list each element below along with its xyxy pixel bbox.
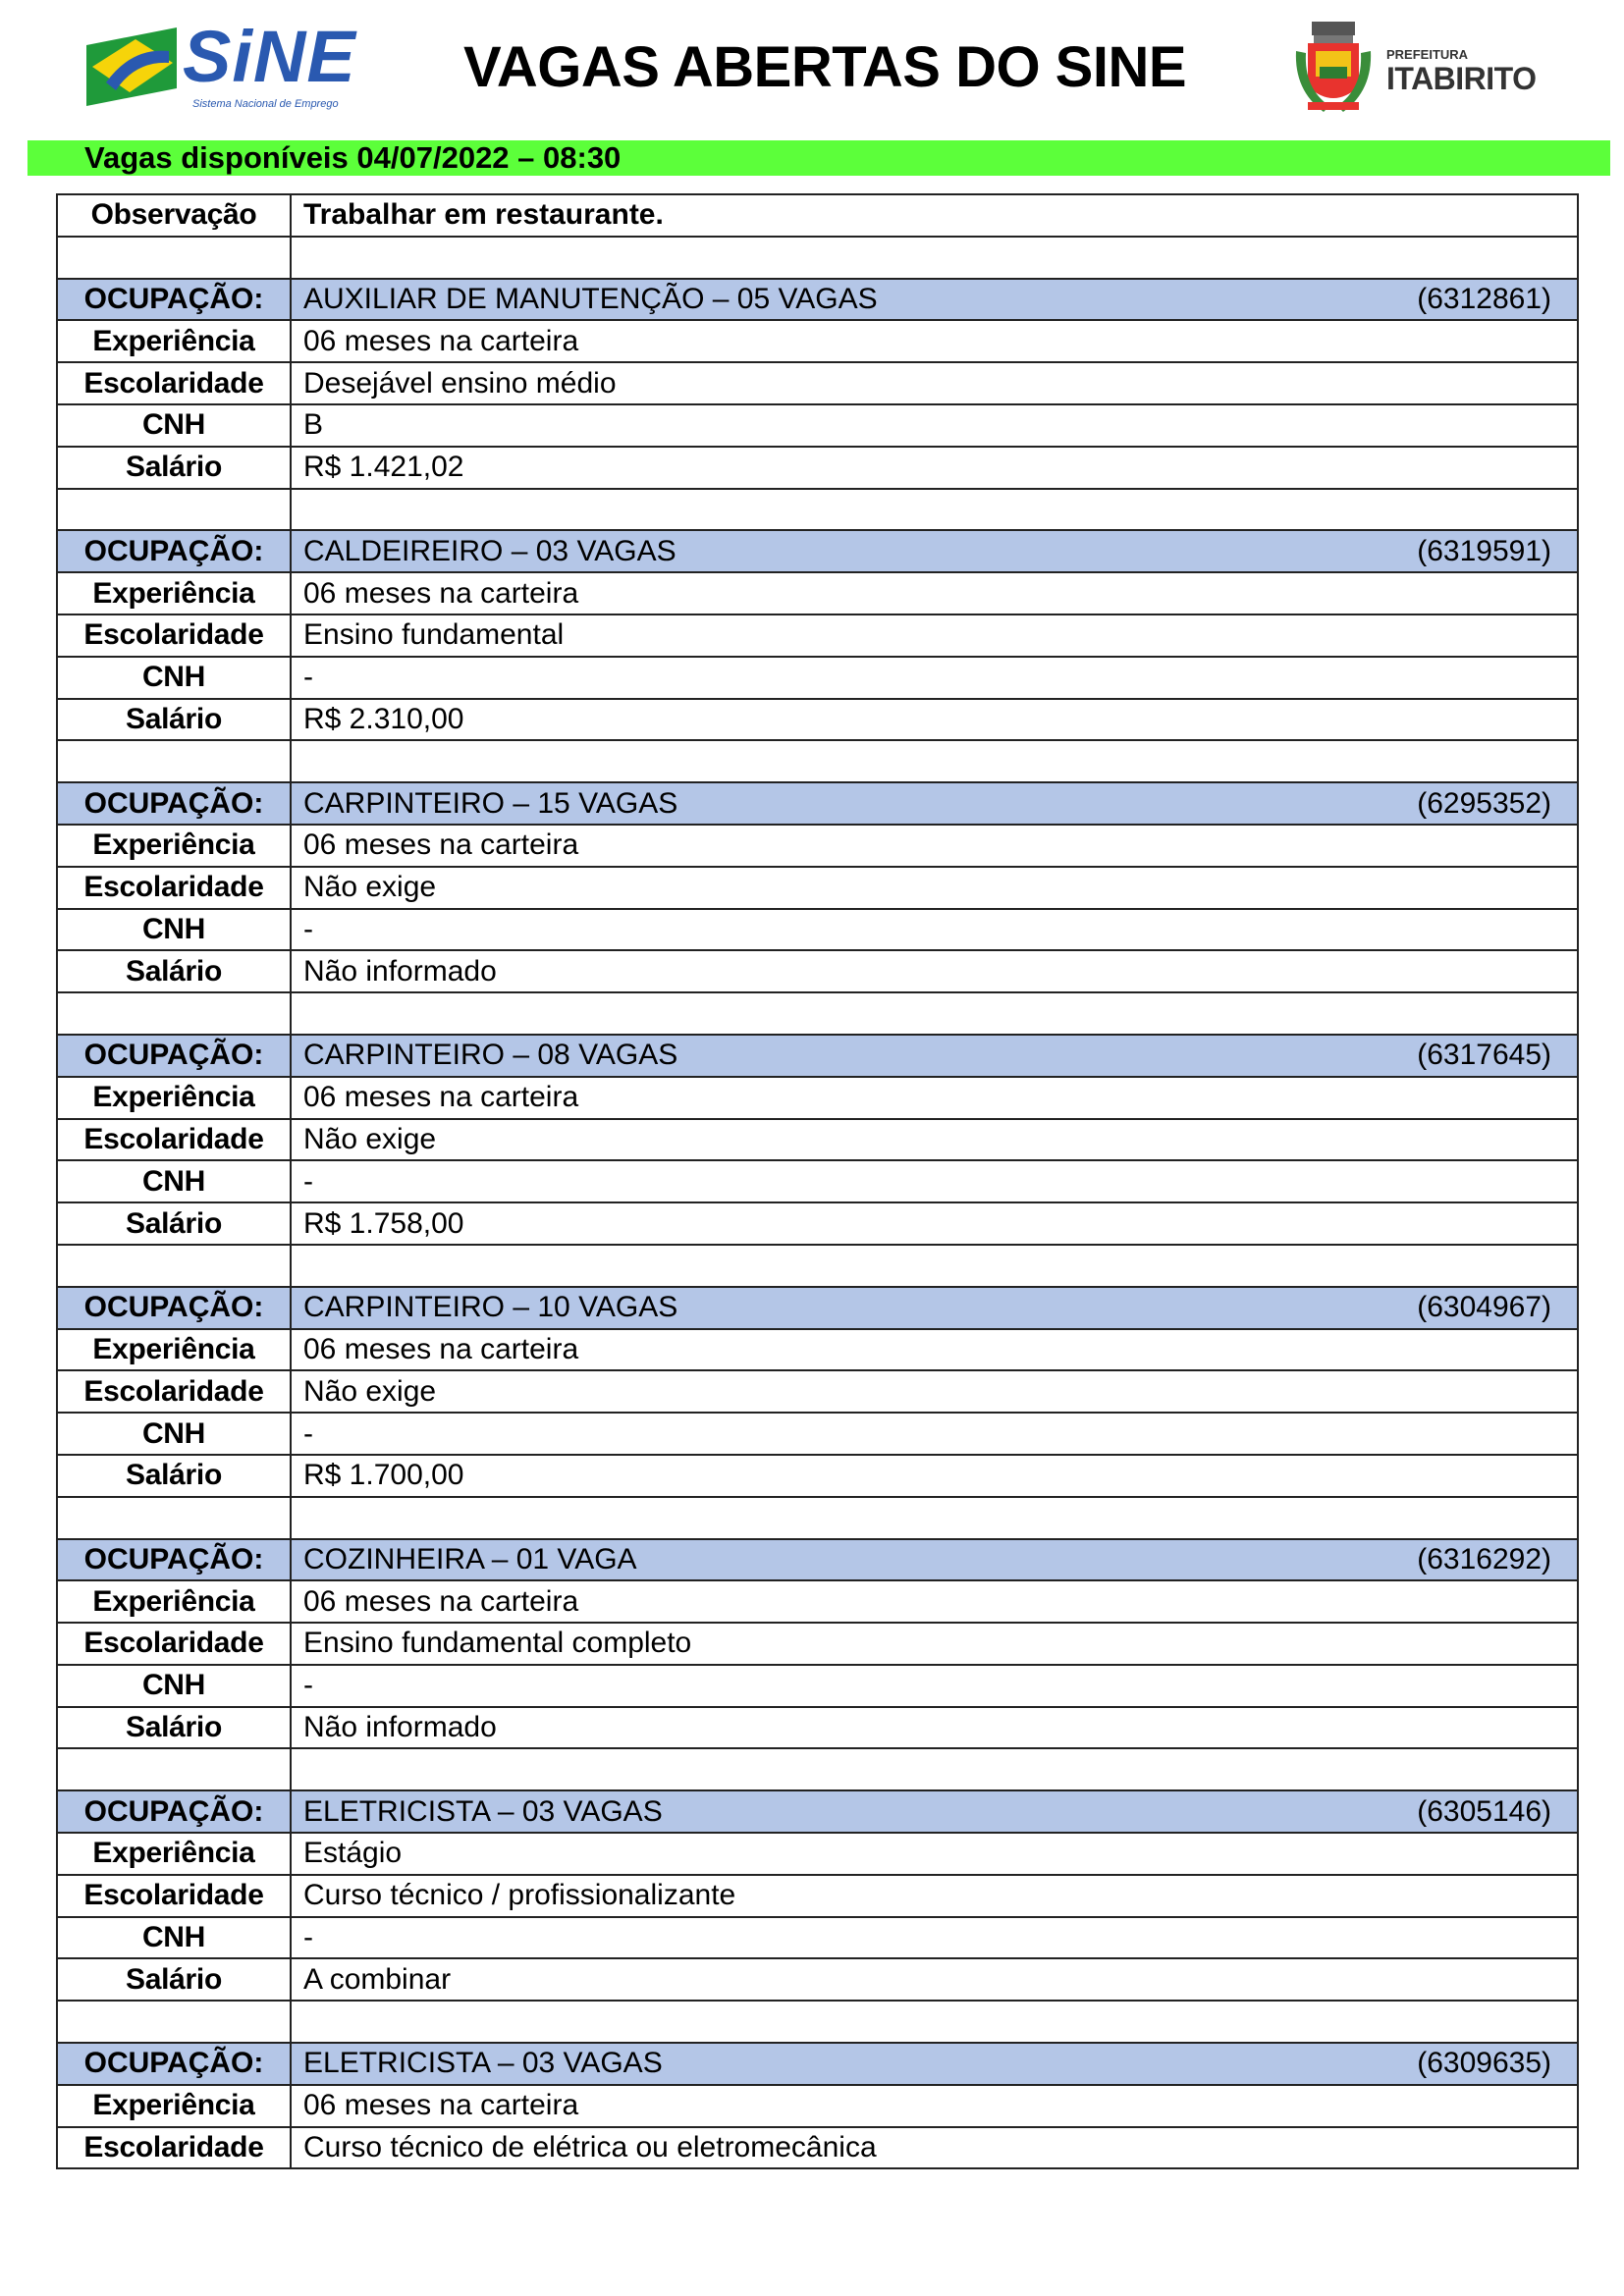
salary-row <box>57 1202 1578 1245</box>
job-header-row <box>57 1539 1578 1581</box>
salary-value: A combinar <box>291 1958 1578 2001</box>
education-label: Escolaridade <box>57 362 291 404</box>
education-value: Ensino fundamental completo <box>291 1623 1578 1665</box>
salary-label: Salário <box>57 1455 291 1497</box>
job-title: ELETRICISTA – 03 VAGAS <box>303 2047 663 2080</box>
salary-label: Salário <box>57 1707 291 1749</box>
spacer-row <box>57 740 1578 782</box>
education-row <box>57 867 1578 909</box>
experience-value: 06 meses na carteira <box>291 1077 1578 1119</box>
license-value: - <box>291 1413 1578 1455</box>
experience-value: 06 meses na carteira <box>291 825 1578 867</box>
page-title: VAGAS ABERTAS DO SINE <box>463 35 1187 99</box>
job-title: CARPINTEIRO – 15 VAGAS <box>303 786 678 820</box>
job-code: (6309635) <box>1417 2047 1551 2080</box>
salary-label: Salário <box>57 1958 291 2001</box>
occupation-label: OCUPAÇÃO: <box>57 279 291 321</box>
sine-logo <box>86 16 371 114</box>
license-value: - <box>291 1917 1578 1959</box>
license-label: CNH <box>57 657 291 699</box>
job-header-row <box>57 1790 1578 1833</box>
education-value: Curso técnico / profissionalizante <box>291 1875 1578 1917</box>
license-value: - <box>291 909 1578 951</box>
experience-label: Experiência <box>57 825 291 867</box>
job-code: (6317645) <box>1417 1039 1551 1072</box>
job-header-row <box>57 1035 1578 1077</box>
license-label: CNH <box>57 404 291 447</box>
job-header-row <box>57 782 1578 825</box>
job-title: CALDEIREIRO – 03 VAGAS <box>303 534 677 567</box>
license-row <box>57 1160 1578 1202</box>
license-value: - <box>291 1665 1578 1707</box>
job-header-row <box>57 2043 1578 2085</box>
salary-row <box>57 699 1578 741</box>
education-row <box>57 1623 1578 1665</box>
license-value: - <box>291 1160 1578 1202</box>
sine-logo-subtitle: Sistema Nacional de Emprego <box>192 98 339 110</box>
license-label: CNH <box>57 1665 291 1707</box>
salary-label: Salário <box>57 447 291 489</box>
job-code: (6319591) <box>1417 534 1551 567</box>
observation-value: Trabalhar em restaurante. <box>291 194 1578 237</box>
education-value: Não exige <box>291 867 1578 909</box>
education-label: Escolaridade <box>57 1875 291 1917</box>
sine-logo-word: SiNE <box>183 16 356 97</box>
job-title: CARPINTEIRO – 10 VAGAS <box>303 1291 678 1324</box>
license-label: CNH <box>57 1160 291 1202</box>
job-code: (6304967) <box>1417 1291 1551 1324</box>
education-row <box>57 1370 1578 1413</box>
salary-value: R$ 1.758,00 <box>291 1202 1578 1245</box>
salary-label: Salário <box>57 950 291 992</box>
education-label: Escolaridade <box>57 2127 291 2169</box>
page-header <box>0 0 1624 133</box>
experience-value: 06 meses na carteira <box>291 1329 1578 1371</box>
experience-label: Experiência <box>57 320 291 362</box>
availability-date: Vagas disponíveis 04/07/2022 – 08:30 <box>84 140 622 175</box>
education-label: Escolaridade <box>57 1119 291 1161</box>
experience-value: 06 meses na carteira <box>291 1580 1578 1623</box>
license-value: B <box>291 404 1578 447</box>
observation-row <box>57 194 1578 237</box>
education-value: Não exige <box>291 1119 1578 1161</box>
job-code: (6305146) <box>1417 1794 1551 1828</box>
license-row <box>57 1917 1578 1959</box>
spacer-row <box>57 1748 1578 1790</box>
education-value: Curso técnico de elétrica ou eletromecânica <box>291 2127 1578 2169</box>
education-label: Escolaridade <box>57 614 291 657</box>
spacer-row <box>57 489 1578 531</box>
education-label: Escolaridade <box>57 1370 291 1413</box>
observation-label: Observação <box>57 194 291 237</box>
salary-row <box>57 950 1578 992</box>
occupation-label: OCUPAÇÃO: <box>57 782 291 825</box>
salary-row <box>57 1455 1578 1497</box>
occupation-label: OCUPAÇÃO: <box>57 1287 291 1329</box>
education-label: Escolaridade <box>57 1623 291 1665</box>
education-row <box>57 614 1578 657</box>
spacer-row <box>57 237 1578 279</box>
license-row <box>57 1413 1578 1455</box>
salary-value: R$ 1.700,00 <box>291 1455 1578 1497</box>
experience-label: Experiência <box>57 1580 291 1623</box>
education-value: Ensino fundamental <box>291 614 1578 657</box>
city-crest-icon <box>1294 22 1373 116</box>
spacer-row <box>57 992 1578 1035</box>
experience-label: Experiência <box>57 1833 291 1875</box>
availability-banner <box>27 140 1610 176</box>
experience-label: Experiência <box>57 1329 291 1371</box>
occupation-label: OCUPAÇÃO: <box>57 1790 291 1833</box>
job-title: ELETRICISTA – 03 VAGAS <box>303 1794 663 1828</box>
experience-row <box>57 825 1578 867</box>
experience-value: 06 meses na carteira <box>291 572 1578 614</box>
education-value: Desejável ensino médio <box>291 362 1578 404</box>
experience-row <box>57 1329 1578 1371</box>
occupation-label: OCUPAÇÃO: <box>57 1539 291 1581</box>
experience-row <box>57 572 1578 614</box>
experience-row <box>57 320 1578 362</box>
experience-label: Experiência <box>57 572 291 614</box>
license-label: CNH <box>57 1917 291 1959</box>
occupation-label: OCUPAÇÃO: <box>57 1035 291 1077</box>
spacer-row <box>57 2001 1578 2043</box>
experience-label: Experiência <box>57 2085 291 2127</box>
experience-value: Estágio <box>291 1833 1578 1875</box>
salary-row <box>57 1958 1578 2001</box>
education-row <box>57 1875 1578 1917</box>
job-header-row <box>57 1287 1578 1329</box>
salary-value: R$ 1.421,02 <box>291 447 1578 489</box>
job-code: (6316292) <box>1417 1542 1551 1575</box>
salary-value: Não informado <box>291 1707 1578 1749</box>
education-value: Não exige <box>291 1370 1578 1413</box>
salary-row <box>57 1707 1578 1749</box>
jobs-table <box>56 193 1579 2169</box>
license-label: CNH <box>57 909 291 951</box>
experience-value: 06 meses na carteira <box>291 2085 1578 2127</box>
spacer-row <box>57 1497 1578 1539</box>
salary-label: Salário <box>57 699 291 741</box>
experience-row <box>57 1580 1578 1623</box>
license-row <box>57 404 1578 447</box>
license-row <box>57 909 1578 951</box>
experience-row <box>57 1833 1578 1875</box>
job-code: (6312861) <box>1417 282 1551 315</box>
license-row <box>57 1665 1578 1707</box>
job-title: CARPINTEIRO – 08 VAGAS <box>303 1039 678 1072</box>
job-header-row <box>57 530 1578 572</box>
education-row <box>57 362 1578 404</box>
job-header-row <box>57 279 1578 321</box>
education-label: Escolaridade <box>57 867 291 909</box>
experience-row <box>57 1077 1578 1119</box>
license-row <box>57 657 1578 699</box>
salary-value: Não informado <box>291 950 1578 992</box>
salary-row <box>57 447 1578 489</box>
license-value: - <box>291 657 1578 699</box>
education-row <box>57 2127 1578 2169</box>
prefeitura-label: PREFEITURA <box>1386 47 1469 62</box>
occupation-label: OCUPAÇÃO: <box>57 530 291 572</box>
brazil-flag-icon <box>86 27 177 106</box>
salary-label: Salário <box>57 1202 291 1245</box>
experience-value: 06 meses na carteira <box>291 320 1578 362</box>
job-title: AUXILIAR DE MANUTENÇÃO – 05 VAGAS <box>303 282 878 315</box>
prefeitura-logo <box>1294 22 1540 116</box>
education-row <box>57 1119 1578 1161</box>
occupation-label: OCUPAÇÃO: <box>57 2043 291 2085</box>
experience-row <box>57 2085 1578 2127</box>
spacer-row <box>57 1245 1578 1287</box>
license-label: CNH <box>57 1413 291 1455</box>
experience-label: Experiência <box>57 1077 291 1119</box>
job-code: (6295352) <box>1417 786 1551 820</box>
city-name: ITABIRITO <box>1386 61 1537 96</box>
job-title: COZINHEIRA – 01 VAGA <box>303 1542 637 1575</box>
salary-value: R$ 2.310,00 <box>291 699 1578 741</box>
